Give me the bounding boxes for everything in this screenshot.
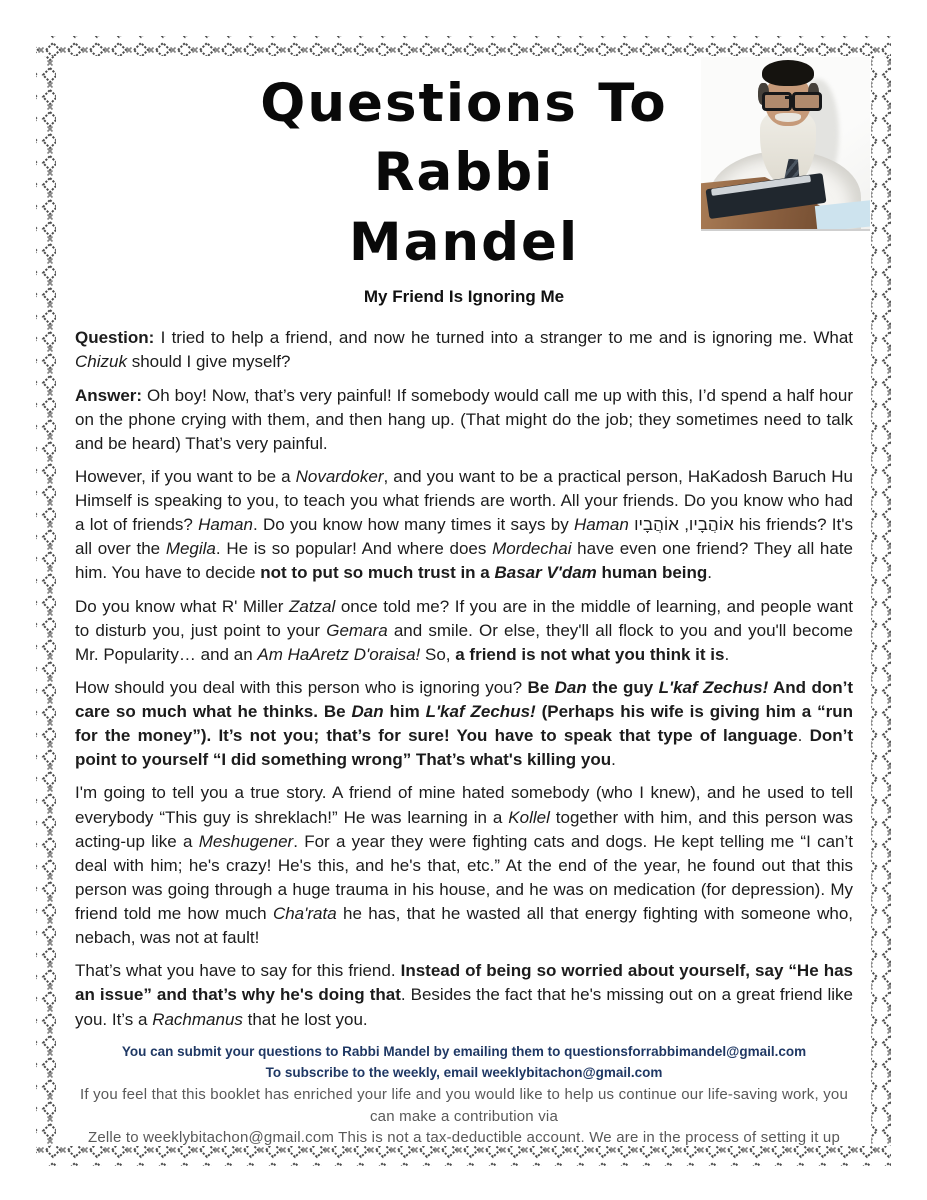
- paragraph-novardoker: However, if you want to be a Novardoker, and you want to be a practical person, HaKadosh Baruch Hu Himself is speaking to you, to teach you what friends are worth. All your friends. Do you know who had a lot of friends? Haman. Do you know how many times it says by Haman אוֹהֲבָיו, אוֹהֲבָיו his friends? It's all over the Megila. He is so popular! And where does Mordechai have even one friend? They all hate him. You have to decide not to put so much trust in a Basar V'dam human being.: [75, 466, 854, 583]
- document-content: [75, 56, 853, 1149]
- title-line-3: Mandel: [348, 211, 580, 273]
- footer-subscribe-line: To subscribe to the weekly, email weeklybitachon@gmail.com: [265, 1065, 663, 1081]
- paragraph-r-miller: Do you know what R' Miller Zatzal once told me? If you are in the middle of learning, and people want to disturb you, just point to your Gemara and smile. Or else, they'll all flock to you and you'll become Mr. Popularity… and an Am HaAretz D'oraisa! So, a friend is not what you think it is.: [75, 596, 854, 664]
- title-line-2: Rabbi: [373, 142, 555, 204]
- paragraph-dan-lkaf-zechus: How should you deal with this person who is ignoring you? Be Dan the guy L'kaf Zechus! And don’t care so much what he thinks. Be Dan him L'kaf Zechus! (Perhaps his wife is giving him a “run for the money”). It’s not you; that’s for sure! You have to speak that type of language. Don’t point to yourself “I did something wrong” That’s what's killing you.: [75, 677, 854, 770]
- paragraph-conclusion: That’s what you have to say for this friend. Instead of being so worried about yourself, say “He has an issue” and that’s why he's doing that. Besides the fact that he's missing out on a great friend like you. It’s a Rachmanus that he lost you.: [75, 961, 854, 1029]
- border-left: [36, 56, 56, 1146]
- footer-submit-line: You can submit your questions to Rabbi Mandel by emailing them to questionsforrabbimandel@gmail.com: [121, 1043, 807, 1059]
- title-line-1: Questions To: [260, 73, 668, 134]
- paragraph-answer: Answer: Oh boy! Now, that’s very painful! If somebody would call me up with this, I’d spend a half hour on the phone crying with them, and then hang up. (That might do the job; they sometimes need to talk and be heard) That’s very painful.: [75, 385, 853, 453]
- border-top: [36, 36, 891, 56]
- footer: [75, 1041, 853, 1149]
- article-subtitle: My Friend Is Ignoring Me: [363, 287, 565, 307]
- footer-contribution-line-1: If you feel that this booklet has enriched your life and you would like to help us continue our life-saving work, you can make a contribution via: [80, 1085, 848, 1125]
- border-right: [871, 56, 891, 1146]
- footer-contribution-line-2: Zelle to weeklybitachon@gmail.com This is not a tax-deductible account. We are in the process of setting it up: [87, 1129, 841, 1147]
- paragraph-question: Question: I tried to help a friend, and now he turned into a stranger to me and is ignoring me. What Chizuk should I give myself?: [75, 328, 853, 372]
- page-title: [75, 69, 853, 277]
- paragraph-true-story: I'm going to tell you a true story. A friend of mine hated somebody (who I knew), and he used to tell everybody “This guy is shreklach!” He was learning in a Kollel together with him, and this person was acting-up like a Meshugener. For a year they were fighting cats and dogs. He kept telling me “I can’t deal with him; he's crazy! He's this, and he's that, etc.” At the end of the year, he found out that this person was going through a huge trauma in his house, and he was on medication (for depression). My friend told me how much Cha'rata he has, that he wasted all that energy fighting with someone who, nebach, was not at fault!: [75, 783, 854, 948]
- article-body: [75, 326, 853, 1031]
